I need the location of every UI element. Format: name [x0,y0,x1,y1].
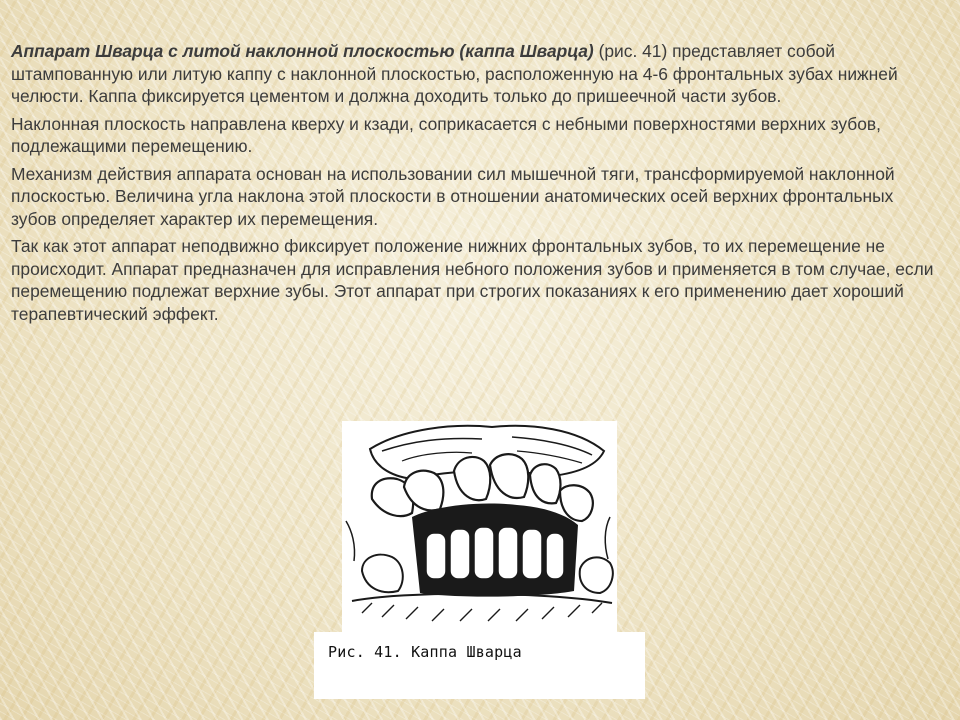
figure-caption-box [314,632,645,699]
paragraph-4: Так как этот аппарат неподвижно фиксирует положение нижних фронтальных зубов, то их перемещение не происходит. Аппарат предназначен для исправления небного положения зубов и применяется в том случае, если перемещению подлежат верхние зубы. Этот аппарат при строгих показаниях к его применению дает хороший терапевтический эффект. [11,236,934,324]
paragraph-1 [11,40,941,108]
paragraph-1-title: Аппарат Шварца с литой наклонной плоскостью (каппа Шварца) [11,41,594,61]
slide-text-body [11,40,941,330]
paragraph-2: Наклонная плоскость направлена кверху и кзади, соприкасается с небными поверхностями верхних зубов, подлежащими перемещению. [11,113,881,156]
paragraph-3: Механизм действия аппарата основан на использовании сил мышечной тяги, трансформируемой наклонной плоскостью. Величина угла наклона этой плоскости в отношении анатомических осей верхних фронтальных зубов определяет характер их перемещения. [11,163,895,229]
paragraph-1-body: представляет собой штампованную или литую каппу с наклонной плоскостью, расположенную на 4-6 фронтальных зубах нижней челюсти. Каппа фиксируется цементом и должна доходить только до пришеечной части зубов. [11,41,898,106]
figure-reference: (рис. 41) [593,41,668,61]
figure-schwarz-splint-illustration [342,421,617,634]
figure-caption: Рис. 41. Каппа Шварца [328,643,522,661]
teeth-drawing [342,421,617,634]
